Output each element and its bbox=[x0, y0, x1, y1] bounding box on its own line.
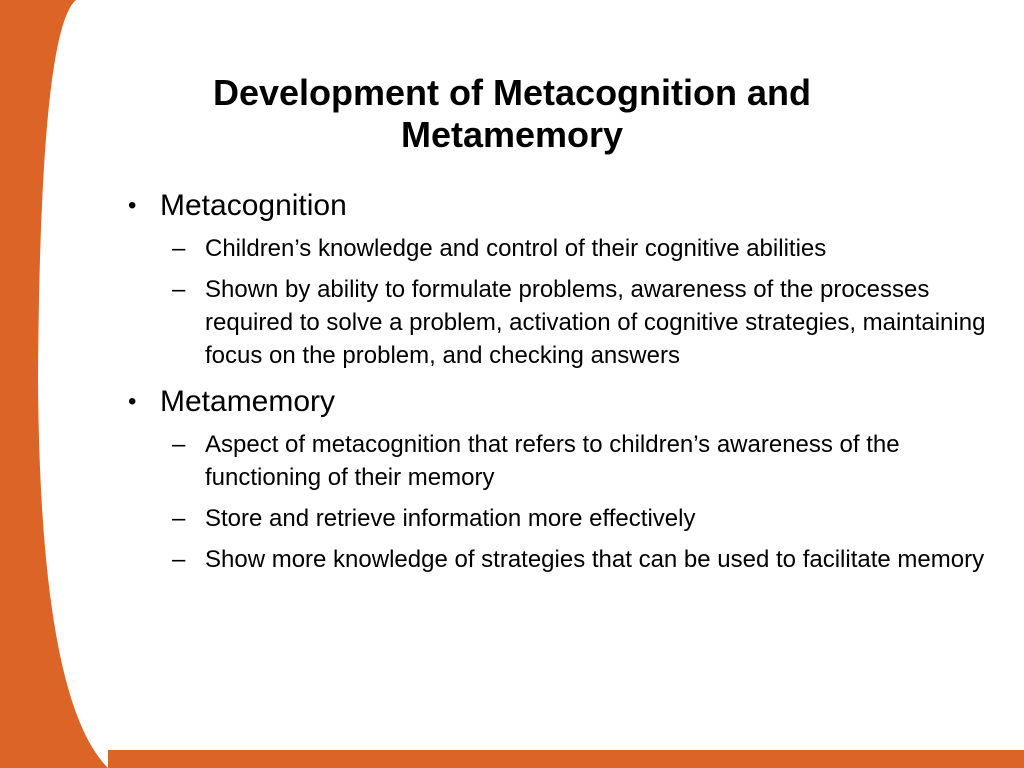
section-metacognition bbox=[128, 188, 1018, 372]
dash-marker: – bbox=[172, 431, 186, 458]
bullet-marker: • bbox=[128, 192, 137, 219]
bullet-item bbox=[128, 384, 1018, 420]
sub-bullet-item bbox=[128, 273, 1018, 372]
bullet-heading: Metamemory bbox=[160, 385, 336, 418]
left-accent-shape bbox=[0, 0, 112, 768]
sub-bullet-item bbox=[128, 428, 1018, 494]
section-metamemory bbox=[128, 384, 1018, 576]
bullet-marker: • bbox=[128, 388, 137, 415]
sub-bullet-item bbox=[128, 543, 1018, 576]
sub-bullet-text: Shown by ability to formulate problems, awareness of the processes required to solve a problem, activation of cognitive strategies, maintaining focus on the problem, and checking answers bbox=[205, 276, 986, 369]
sub-bullet-text: Children’s knowledge and control of their cognitive abilities bbox=[205, 235, 827, 262]
title-line-1: Development of Metacognition and bbox=[212, 72, 812, 113]
dash-marker: – bbox=[172, 505, 186, 532]
sub-bullet-item bbox=[128, 232, 1018, 265]
slide-content bbox=[128, 188, 1018, 588]
sub-bullet-text: Aspect of metacognition that refers to children’s awareness of the functioning of their memory bbox=[205, 431, 900, 491]
sub-bullet-item bbox=[128, 502, 1018, 535]
bottom-accent-bar bbox=[108, 750, 1024, 768]
dash-marker: – bbox=[172, 276, 186, 303]
dash-marker: – bbox=[172, 546, 186, 573]
slide-title bbox=[112, 72, 912, 156]
bullet-item bbox=[128, 188, 1018, 224]
bullet-heading: Metacognition bbox=[160, 189, 347, 222]
sub-bullet-text: Store and retrieve information more effectively bbox=[205, 505, 696, 532]
sub-bullet-text: Show more knowledge of strategies that can be used to facilitate memory bbox=[205, 546, 985, 573]
title-line-2: Metamemory bbox=[400, 114, 624, 155]
dash-marker: – bbox=[172, 235, 186, 262]
